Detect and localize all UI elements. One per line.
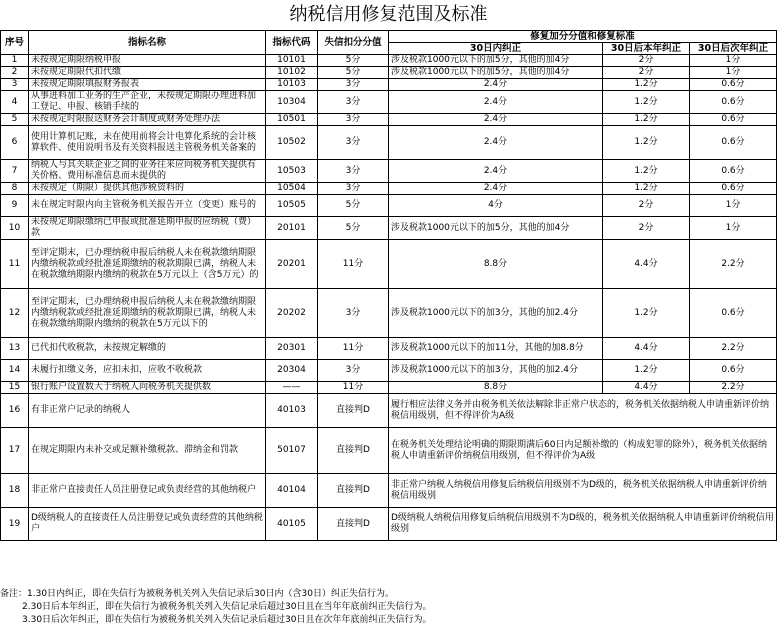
row-next-year: 0.6分 (690, 79, 777, 91)
table-row (1, 240, 777, 289)
row-next-year: 2.2分 (690, 240, 777, 289)
row-indicator-name: 已代扣代收税款，未按规定解缴的 (29, 338, 266, 360)
row-indicator-code: 40105 (266, 508, 318, 541)
table-row (1, 474, 777, 508)
row-deduct-score: 3分 (318, 114, 389, 126)
row-deduct-score: 3分 (318, 126, 389, 160)
row-this-year: 1.2分 (603, 114, 690, 126)
row-indicator-name: 有非正常户记录的纳税人 (29, 394, 266, 428)
row-within30: 涉及税款1000元以下的加5分，其他的加4分 (389, 67, 603, 79)
row-this-year: 1.2分 (603, 360, 690, 382)
row-deduct-score: 11分 (318, 338, 389, 360)
header-this-year: 30日后本年纠正 (603, 43, 690, 55)
table-row (1, 338, 777, 360)
row-within30: 2.4分 (389, 126, 603, 160)
header-row-1 (1, 31, 777, 43)
row-this-year: 4.4分 (603, 338, 690, 360)
table-row (1, 382, 777, 394)
row-indicator-name: 未按规定期限代扣代缴 (29, 67, 266, 79)
note-3: 3.30日后次年纠正，即在失信行为被税务机关列入失信记录后超过30日且在次年年底前纠正失信行为。 (22, 615, 432, 625)
row-next-year: 0.6分 (690, 114, 777, 126)
row-indicator-code: 10503 (266, 160, 318, 183)
row-deduct-score: 5分 (318, 195, 389, 217)
row-indicator-code: —— (266, 382, 318, 394)
table-row (1, 55, 777, 67)
row-this-year: 2分 (603, 195, 690, 217)
row-indicator-code: 40103 (266, 394, 318, 428)
header-name: 指标名称 (29, 31, 266, 55)
row-indicator-name: 未按规定期限填报财务报表 (29, 79, 266, 91)
table-row (1, 508, 777, 541)
row-this-year: 4.4分 (603, 382, 690, 394)
row-repair-standard: D级纳税人纳税信用修复后纳税信用级别不为D级的，税务机关依据纳税人申请重新评价纳税信用级别 (389, 508, 777, 541)
row-within30: 2.4分 (389, 91, 603, 114)
row-indicator-name: 在规定期限内未补交或足额补缴税款、滞纳金和罚款 (29, 428, 266, 474)
row-indicator-code: 10101 (266, 55, 318, 67)
row-indicator-name: 非正常户直接责任人员注册登记或负责经营的其他纳税户 (29, 474, 266, 508)
row-seq: 11 (1, 240, 29, 289)
table-row (1, 79, 777, 91)
row-deduct-score: 5分 (318, 67, 389, 79)
row-within30: 涉及税款1000元以下的加3分，其他的加2.4分 (389, 289, 603, 338)
row-next-year: 0.6分 (690, 126, 777, 160)
row-this-year: 1.2分 (603, 289, 690, 338)
row-seq: 6 (1, 126, 29, 160)
row-within30: 涉及税款1000元以下的加5分，其他的加4分 (389, 55, 603, 67)
row-indicator-code: 10103 (266, 79, 318, 91)
row-seq: 7 (1, 160, 29, 183)
row-deduct-score: 直接判D (318, 474, 389, 508)
row-indicator-code: 20101 (266, 217, 318, 240)
row-deduct-score: 5分 (318, 55, 389, 67)
row-seq: 13 (1, 338, 29, 360)
table-row (1, 428, 777, 474)
row-seq: 12 (1, 289, 29, 338)
page-title: 纳税信用修复范围及标准 (289, 4, 488, 25)
row-indicator-code: 20201 (266, 240, 318, 289)
note-2: 2.30日后本年纠正，即在失信行为被税务机关列入失信记录后超过30日且在当年年底前纠正失信行为。 (22, 602, 432, 612)
header-next-year: 30日后次年纠正 (690, 43, 777, 55)
row-next-year: 1分 (690, 67, 777, 79)
table-row (1, 195, 777, 217)
row-indicator-code: 10505 (266, 195, 318, 217)
header-seq: 序号 (1, 31, 29, 55)
row-this-year: 2分 (603, 67, 690, 79)
row-deduct-score: 11分 (318, 382, 389, 394)
row-seq: 10 (1, 217, 29, 240)
row-this-year: 1.2分 (603, 126, 690, 160)
table-row (1, 289, 777, 338)
row-indicator-name: 至评定期末，已办理纳税申报后纳税人未在税款缴纳期限内缴纳税款或经批准延期缴纳的税款期限已满，纳税人未在税款缴纳期限内缴纳的税款在5万元以上（含5万元）的 (29, 240, 266, 289)
row-indicator-name: 未在规定时限内向主管税务机关报告开立（变更）账号的 (29, 195, 266, 217)
table-body (1, 55, 777, 541)
row-repair-standard: 非正常户纳税人纳税信用修复后纳税信用级别不为D级的，税务机关依据纳税人申请重新评价纳税信用级别 (389, 474, 777, 508)
row-seq: 4 (1, 91, 29, 114)
row-seq: 16 (1, 394, 29, 428)
row-within30: 涉及税款1000元以下的加5分，其他的加4分 (389, 217, 603, 240)
row-deduct-score: 直接判D (318, 428, 389, 474)
table-row (1, 114, 777, 126)
row-deduct-score: 直接判D (318, 508, 389, 541)
row-indicator-name: 未按规定时限报送财务会计制度或财务处理办法 (29, 114, 266, 126)
row-indicator-code: 10304 (266, 91, 318, 114)
row-deduct-score: 11分 (318, 240, 389, 289)
row-next-year: 1分 (690, 217, 777, 240)
row-next-year: 2.2分 (690, 382, 777, 394)
row-deduct-score: 3分 (318, 360, 389, 382)
row-this-year: 2分 (603, 217, 690, 240)
row-indicator-name: 未按规定（期限）提供其他涉税资料的 (29, 183, 266, 195)
header-repair-group: 修复加分分值和修复标准 (389, 31, 777, 43)
row-this-year: 2分 (603, 55, 690, 67)
row-seq: 15 (1, 382, 29, 394)
row-within30: 2.4分 (389, 183, 603, 195)
row-indicator-name: 未履行扣缴义务，应扣未扣，应收不收税款 (29, 360, 266, 382)
row-indicator-code: 10502 (266, 126, 318, 160)
note-1: 备注：1.30日内纠正，即在失信行为被税务机关列入失信记录后30日内（含30日）纠正失信行为。 (0, 589, 394, 599)
row-next-year: 0.6分 (690, 289, 777, 338)
row-seq: 8 (1, 183, 29, 195)
row-indicator-code: 10504 (266, 183, 318, 195)
row-seq: 14 (1, 360, 29, 382)
table-row (1, 126, 777, 160)
row-seq: 18 (1, 474, 29, 508)
row-next-year: 2.2分 (690, 338, 777, 360)
row-within30: 4分 (389, 195, 603, 217)
row-indicator-code: 20202 (266, 289, 318, 338)
table-row (1, 160, 777, 183)
row-indicator-name: 纳税人与其关联企业之间的业务往来应向税务机关提供有关价格、费用标准信息而未提供的 (29, 160, 266, 183)
row-this-year: 1.2分 (603, 183, 690, 195)
table-row (1, 360, 777, 382)
row-this-year: 1.2分 (603, 160, 690, 183)
row-within30: 2.4分 (389, 79, 603, 91)
row-indicator-code: 10102 (266, 67, 318, 79)
row-repair-standard: 履行相应法律义务并由税务机关依法解除非正常户状态的，税务机关依据纳税人申请重新评价纳税信用级别，但不得评价为A级 (389, 394, 777, 428)
header-deduct: 失信扣分分值 (318, 31, 389, 55)
row-seq: 19 (1, 508, 29, 541)
row-next-year: 0.6分 (690, 91, 777, 114)
row-indicator-code: 20304 (266, 360, 318, 382)
row-seq: 5 (1, 114, 29, 126)
row-indicator-code: 50107 (266, 428, 318, 474)
row-next-year: 1分 (690, 195, 777, 217)
table-row (1, 67, 777, 79)
header-code: 指标代码 (266, 31, 318, 55)
row-within30: 涉及税款1000元以下的加11分，其他的加8.8分 (389, 338, 603, 360)
header-within30: 30日内纠正 (389, 43, 603, 55)
row-next-year: 1分 (690, 55, 777, 67)
row-indicator-name: D级纳税人的直接责任人员注册登记或负责经营的其他纳税户 (29, 508, 266, 541)
row-within30: 涉及税款1000元以下的加3分，其他的加2.4分 (389, 360, 603, 382)
row-seq: 2 (1, 67, 29, 79)
row-seq: 9 (1, 195, 29, 217)
row-indicator-code: 20301 (266, 338, 318, 360)
repair-standards-table (0, 30, 777, 541)
row-within30: 2.4分 (389, 114, 603, 126)
row-next-year: 0.6分 (690, 183, 777, 195)
row-indicator-code: 40104 (266, 474, 318, 508)
row-indicator-name: 未按规定期限纳税申报 (29, 55, 266, 67)
row-within30: 2.4分 (389, 160, 603, 183)
row-indicator-name: 银行账户设置数大于纳税人向税务机关提供数 (29, 382, 266, 394)
notes-block (0, 588, 777, 627)
row-next-year: 0.6分 (690, 160, 777, 183)
table-row (1, 91, 777, 114)
row-indicator-name: 从事进料加工业务的生产企业，未按规定期限办理进料加工登记、申报、核销手续的 (29, 91, 266, 114)
row-indicator-name: 至评定期末，已办理纳税申报后纳税人未在税款缴纳期限内缴纳税款或经批准延期缴纳的税款期限已满，纳税人未在税款缴纳期限内缴纳的税款在5万元以下的 (29, 289, 266, 338)
row-this-year: 1.2分 (603, 79, 690, 91)
row-within30: 8.8分 (389, 240, 603, 289)
row-within30: 8.8分 (389, 382, 603, 394)
row-indicator-code: 10501 (266, 114, 318, 126)
row-next-year: 0.6分 (690, 360, 777, 382)
table-row (1, 183, 777, 195)
row-seq: 17 (1, 428, 29, 474)
row-deduct-score: 3分 (318, 183, 389, 195)
table-row (1, 217, 777, 240)
row-deduct-score: 3分 (318, 91, 389, 114)
row-deduct-score: 直接判D (318, 394, 389, 428)
row-indicator-name: 使用计算机记账，未在使用前将会计电算化系统的会计核算软件、使用说明书及有关资料报送主管税务机关备案的 (29, 126, 266, 160)
row-deduct-score: 3分 (318, 79, 389, 91)
row-deduct-score: 5分 (318, 217, 389, 240)
table-row (1, 394, 777, 428)
row-deduct-score: 3分 (318, 289, 389, 338)
row-seq: 1 (1, 55, 29, 67)
row-seq: 3 (1, 79, 29, 91)
row-repair-standard: 在税务机关处理结论明确的期限期满后60日内足额补缴的（构成犯罪的除外），税务机关依据纳税人申请重新评价纳税信用级别，但不得评价为A级 (389, 428, 777, 474)
row-deduct-score: 3分 (318, 160, 389, 183)
row-this-year: 1.2分 (603, 91, 690, 114)
row-indicator-name: 未按规定期限缴纳已申报或批准延期申报的应纳税（费）款 (29, 217, 266, 240)
row-this-year: 4.4分 (603, 240, 690, 289)
